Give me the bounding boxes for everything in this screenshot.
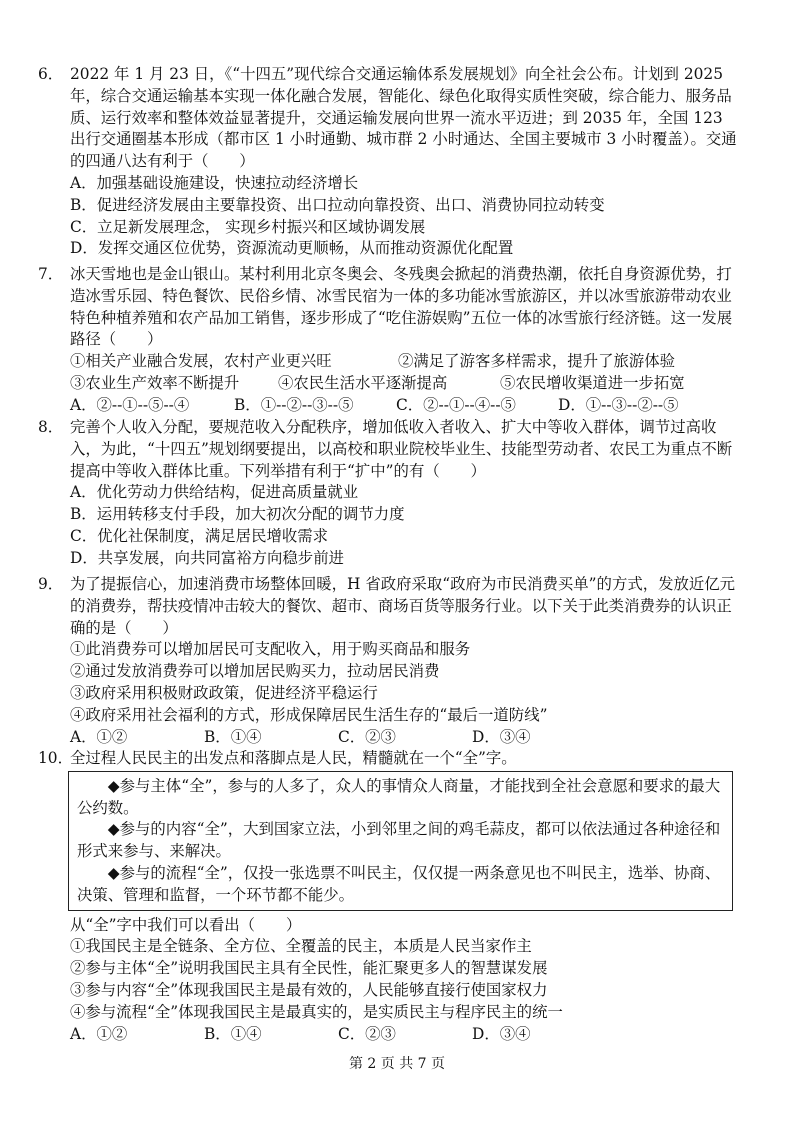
option-b: B．运用转移支付手段，加大初次分配的调节力度 (70, 505, 405, 524)
choice-b: B．①--②--③--⑤ (234, 395, 354, 414)
option-c: C．立足新发展理念， 实现乡村振兴和区域协调发展 (70, 217, 426, 236)
question-stem: 2022 年 1 月 23 日，《“十四五”现代综合交通运输体系发展规划》向全社会公布。计划到 2025 年，综合交通运输基本实现一体化融合发展，智能化、绿色化取得实质性突破，综合能力、服务品质、运行效率和整体效益显著提升，交通运输发展向世界一流水平迈进；到 2035 年，全国 123 出行交通圈基本形成（都市区 1 小时通勤、城市群 2 小时通达、全国主要城市 3 小时覆盖）。交通的四通八达有利于（ ） (70, 65, 737, 171)
statement-item: ②通过发放消费券可以增加居民购买力，拉动居民消费 (70, 662, 440, 681)
question-stem: 全过程人民民主的出发点和落脚点是人民，精髓就在一个“全”字。 (70, 749, 517, 767)
choice-c: C．②③ (338, 1024, 396, 1043)
option-d: D．共享发展，向共同富裕方向稳步前进 (70, 548, 344, 567)
choice-a: A．②--①--⑤--④ (70, 395, 190, 414)
question-number: 8． (38, 418, 64, 436)
choice-row (38, 395, 738, 417)
material-paragraph: ◆参与主体“全”，参与的人多了，众人的事情众人商量，才能找到全社会意愿和要求的最大公约数。 (77, 776, 721, 817)
statement-item: ③政府采用积极财政政策，促进经济平稳运行 (70, 683, 378, 702)
question-number: 10． (38, 749, 73, 767)
question-10 (38, 748, 738, 1045)
question-7 (38, 264, 738, 417)
statement-item: ②参与主体“全”说明我国民主具有全民性，能汇聚更多人的智慧谋发展 (70, 959, 548, 978)
question-stem: 完善个人收入分配，要规范收入分配秩序，增加低收入者收入、扩大中等收入群体，调节过高收入，为此，“十四五”规划纲要提出，以高校和职业院校毕业生、技能型劳动者、农民工为重点不断提高中等收入群体比重。下列举措有利于“扩中”的有（ ） (70, 418, 733, 480)
option-c: C．优化社保制度，满足居民增收需求 (70, 526, 329, 545)
choice-a: A．①② (70, 727, 128, 746)
material-paragraph: ◆参与的内容“全”，大到国家立法，小到邻里之间的鸡毛蒜皮，都可以依法通过各种途径和形式来参与、来解决。 (77, 820, 721, 861)
question-stem: 冰天雪地也是金山银山。某村利用北京冬奥会、冬残奥会掀起的消费热潮，依托自身资源优势，打造冰雪乐园、特色餐饮、民俗乡情、冰雪民宿为一体的多功能冰雪旅游区，并以冰雪旅游带动农业特色种植养殖和农产品加工销售，逐步形成了“吃住游娱购”五位一体的冰雪旅行经济链。这一发展路径（ ） (70, 265, 733, 349)
question-number: 9． (38, 575, 64, 593)
choice-a: A．①② (70, 1024, 128, 1043)
choice-c: C．②--①--④--⑤ (396, 395, 516, 414)
statement-item: ④农民生活水平逐渐提高 (278, 373, 448, 392)
option-a: A．加强基础设施建设，快速拉动经济增长 (70, 173, 359, 192)
option-b: B．促进经济发展由主要靠投资、出口拉动向靠投资、出口、消费协同拉动转变 (70, 195, 605, 214)
question-8 (38, 417, 738, 570)
statement-item: ②满足了游客多样需求，提升了旅游体验 (398, 352, 676, 371)
choice-b: B．①④ (204, 1024, 262, 1043)
material-paragraph: ◆参与的流程“全”，仅投一张选票不叫民主，仅仅提一两条意见也不叫民主，选举、协商、决策、管理和监督，一个环节都不能少。 (77, 863, 721, 904)
question-6 (38, 64, 738, 260)
question-stem: 为了提振信心，加速消费市场整体回暖，H 省政府采取“政府为市民消费买单”的方式，发放近亿元的消费券，帮扶疫情冲击较大的餐饮、超市、商场百货等服务行业。以下关于此类消费券的认识正确的是（ ） (70, 575, 736, 637)
statement-item: ④政府采用社会福利的方式，形成保障居民生活生存的“最后一道防线” (70, 705, 548, 724)
statement-item: ③参与内容“全”体现我国民主是最有效的，人民能够直接行使国家权力 (70, 980, 548, 999)
statement-item: ⑤农民增收渠道进一步拓宽 (500, 373, 685, 392)
choice-row (38, 727, 738, 749)
option-d: D．发挥交通区位优势，资源流动更顺畅，从而推动资源优化配置 (70, 239, 514, 258)
choice-d: D．①--③--②--⑤ (558, 395, 679, 414)
question-number: 6． (38, 65, 64, 83)
choice-row (38, 1024, 738, 1046)
statement-row (38, 373, 738, 395)
choice-d: D．③④ (472, 727, 531, 746)
question-prompt: 从“全”字中我们可以看出（ ） (70, 915, 302, 934)
material-box (68, 771, 733, 911)
statement-item: ③农业生产效率不断提升 (70, 373, 240, 392)
statement-item: ①我国民主是全链条、全方位、全覆盖的民主，本质是人民当家作主 (70, 937, 532, 956)
question-9 (38, 574, 738, 748)
choice-b: B．①④ (204, 727, 262, 746)
statement-item: ④参与流程“全”体现我国民主是最真实的，是实质民主与程序民主的统一 (70, 1002, 563, 1021)
choice-c: C．②③ (338, 727, 396, 746)
page-footer: 第 2 页 共 7 页 (348, 1056, 446, 1072)
option-a: A．优化劳动力供给结构，促进高质量就业 (70, 483, 359, 502)
statement-item: ①此消费券可以增加居民可支配收入，用于购买商品和服务 (70, 640, 471, 659)
question-number: 7． (38, 265, 64, 283)
statement-row (38, 351, 738, 373)
statement-item: ①相关产业融合发展，农村产业更兴旺 (70, 352, 332, 371)
choice-d: D．③④ (472, 1024, 531, 1043)
